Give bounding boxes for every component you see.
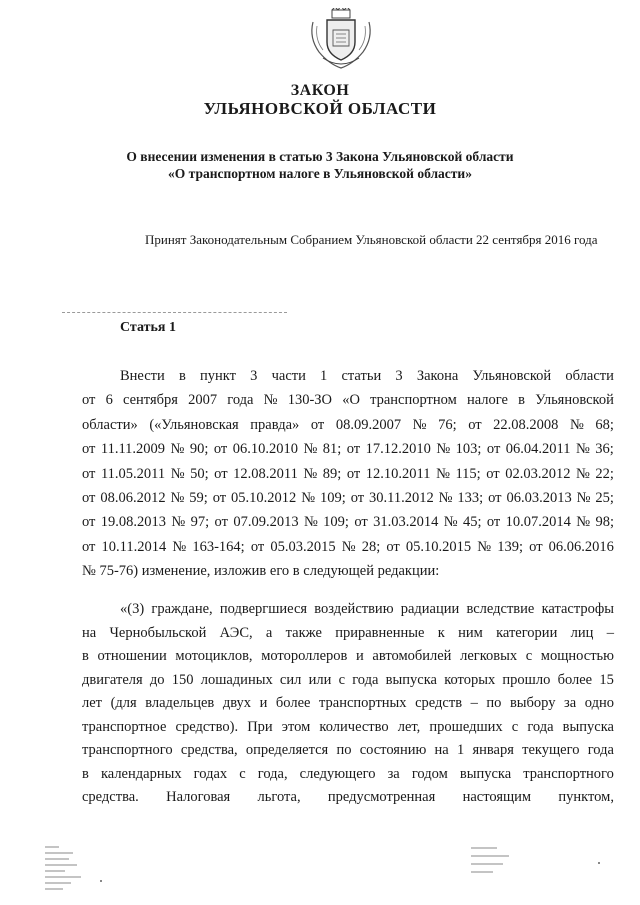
- text-line: [82, 763, 614, 787]
- word: 163-164;: [192, 538, 245, 555]
- word: лет: [82, 695, 103, 711]
- word: от: [214, 514, 228, 531]
- word: предусмотренная: [327, 789, 436, 805]
- word: 17.12.2010: [365, 441, 431, 458]
- word: воздействию: [314, 601, 394, 617]
- word: от: [310, 416, 325, 433]
- word: 07.09.2013: [233, 514, 299, 531]
- registration-stamp-left: [40, 838, 100, 897]
- word: сентября: [123, 392, 178, 409]
- word: 02.03.2012: [505, 465, 571, 482]
- word: статьи: [341, 368, 382, 384]
- word: № 75-76) изменение, изложив его в следующей редакции:: [82, 563, 440, 580]
- word: 115;: [455, 465, 481, 482]
- word: двигателя: [82, 671, 143, 688]
- text-line: [82, 535, 614, 559]
- word: года: [352, 671, 379, 688]
- word: средства,: [180, 742, 238, 758]
- law-title-line2: УЛЬЯНОВСКОЙ ОБЛАСТИ: [203, 99, 437, 118]
- word: лошадиных: [200, 671, 273, 688]
- word: №: [303, 441, 318, 458]
- word: 06.06.2016: [548, 538, 614, 555]
- word: №: [170, 489, 185, 506]
- word: выпуска: [459, 765, 512, 782]
- word: катастрофы: [541, 601, 614, 617]
- word: 109;: [323, 514, 349, 531]
- text-line: [82, 413, 614, 437]
- word: 25;: [595, 489, 614, 506]
- text-line: [82, 739, 614, 763]
- word: мотоциклов,: [175, 648, 253, 664]
- word: также: [285, 624, 322, 641]
- word: 90;: [189, 441, 209, 458]
- word: №: [576, 465, 590, 482]
- word: 3: [395, 368, 403, 384]
- word: №: [443, 514, 458, 531]
- word: Ульяновской: [472, 368, 552, 384]
- word: от: [350, 489, 365, 506]
- word: с: [338, 671, 345, 688]
- word: 05.10.2015: [405, 538, 472, 555]
- text-line: [82, 559, 614, 583]
- word: от: [529, 538, 543, 555]
- word: владельцев: [145, 695, 215, 711]
- law-title-line1: ЗАКОН: [290, 82, 350, 99]
- word: мощностью: [540, 648, 614, 664]
- word: сил: [279, 671, 302, 688]
- word: от: [214, 465, 228, 482]
- word: в: [178, 368, 186, 384]
- word: транспортных: [319, 695, 407, 711]
- word: с: [239, 765, 246, 782]
- word: №: [303, 514, 318, 531]
- word: от: [82, 538, 96, 555]
- word: транспортном: [370, 392, 457, 409]
- registration-stamp-right: [466, 838, 516, 883]
- word: легковых: [460, 648, 518, 664]
- word: 15: [599, 671, 614, 688]
- word: 19.08.2013: [100, 514, 167, 531]
- word: от: [486, 465, 500, 482]
- word: от: [82, 441, 96, 458]
- word: АЭС,: [219, 624, 253, 641]
- word: количество: [319, 718, 389, 735]
- word: 08.06.2012: [100, 489, 166, 506]
- word: выпуска: [385, 671, 437, 688]
- word: 11.11.2009: [100, 441, 166, 458]
- word: от: [82, 465, 96, 482]
- word: более: [275, 695, 311, 711]
- word: года: [227, 392, 254, 409]
- word: вследствие: [466, 601, 535, 617]
- word: 50;: [190, 465, 209, 482]
- word: от: [250, 538, 265, 555]
- word: 45;: [462, 514, 482, 531]
- word: 2007: [188, 392, 218, 409]
- word: выбору: [509, 695, 556, 711]
- scan-artifact-line: [62, 312, 287, 313]
- word: –: [606, 624, 614, 641]
- word: годах: [193, 765, 228, 782]
- word: или: [308, 671, 332, 688]
- word: текущего: [522, 742, 580, 758]
- word: 10.11.2014: [101, 538, 167, 555]
- word: части: [271, 368, 306, 384]
- word: одно: [584, 695, 614, 711]
- word: льгота,: [257, 789, 301, 805]
- word: 130-ЗО: [287, 392, 333, 409]
- word: 97;: [190, 514, 210, 531]
- word: с: [511, 718, 519, 735]
- word: в: [82, 765, 89, 782]
- coat-of-arms-icon: [305, 8, 377, 72]
- word: года: [527, 718, 554, 735]
- word: Внести: [120, 368, 165, 384]
- word: 28;: [361, 538, 381, 555]
- word: области: [565, 368, 614, 384]
- word: на: [434, 742, 449, 758]
- word: №: [170, 465, 185, 482]
- text-line: [82, 388, 614, 412]
- word: до: [149, 671, 165, 688]
- word: –: [470, 695, 478, 711]
- word: 6: [105, 392, 113, 409]
- word: средств: [415, 695, 463, 711]
- word: налоге: [466, 392, 508, 409]
- word: №: [170, 441, 185, 458]
- word: средства.: [82, 789, 139, 805]
- text-line: [82, 716, 614, 740]
- word: от: [82, 392, 96, 409]
- text-line: [82, 462, 614, 486]
- word: от: [346, 465, 361, 482]
- word: более: [557, 671, 593, 688]
- word: 22.08.2008: [493, 416, 559, 433]
- text-line: [82, 786, 614, 810]
- word: от: [346, 441, 361, 458]
- word: 08.09.2007: [335, 416, 402, 433]
- word: 103;: [455, 441, 482, 458]
- word: настоящим: [462, 789, 532, 805]
- article-heading: Статья 1: [120, 320, 176, 335]
- word: При: [247, 718, 273, 735]
- word: 06.10.2010: [232, 441, 298, 458]
- word: двух: [222, 695, 252, 711]
- word: транспортное: [82, 718, 167, 735]
- word: 68;: [595, 416, 614, 433]
- word: лет,: [397, 718, 421, 735]
- word: от: [468, 416, 482, 433]
- word: 12.10.2011: [365, 465, 431, 482]
- word: Закона: [416, 368, 459, 384]
- word: от: [213, 441, 228, 458]
- word: 36;: [595, 441, 614, 458]
- word: отношении: [97, 648, 167, 664]
- word: по: [486, 695, 502, 711]
- text-line: [82, 510, 614, 534]
- word: состоянию: [359, 742, 427, 758]
- word: «(3): [120, 601, 145, 617]
- word: 06.04.2011: [505, 441, 571, 458]
- word: в: [518, 392, 526, 409]
- word: за: [564, 695, 577, 711]
- scan-dot: [598, 862, 600, 864]
- word: лиц: [570, 624, 594, 641]
- word: №: [341, 538, 356, 555]
- subject-line2: «О транспортном налоге в Ульяновской области»: [168, 166, 472, 181]
- word: Чернобыльской: [109, 624, 207, 641]
- word: 05.10.2012: [231, 489, 297, 506]
- word: за: [387, 765, 400, 782]
- word: категории: [496, 624, 558, 641]
- word: пунктом,: [558, 789, 614, 805]
- word: 109;: [319, 489, 346, 506]
- word: №: [412, 416, 427, 433]
- word: 1: [456, 742, 465, 758]
- article-paragraph-2: [82, 598, 614, 810]
- word: области»: [82, 416, 138, 433]
- text-line: [82, 364, 614, 388]
- word: выпуска: [562, 718, 614, 735]
- word: 06.03.2013: [506, 489, 572, 506]
- word: №: [172, 538, 187, 555]
- word: и: [259, 695, 268, 711]
- word: №: [576, 514, 591, 531]
- word: года,: [257, 765, 288, 782]
- word: а: [265, 624, 273, 641]
- word: 1: [320, 368, 328, 384]
- word: подвергшиеся: [219, 601, 308, 617]
- word: календарных: [100, 765, 182, 782]
- word: этом: [281, 718, 311, 735]
- word: («Ульяновская: [149, 416, 239, 433]
- word: года: [587, 742, 614, 758]
- word: (для: [110, 695, 137, 711]
- word: средство).: [175, 718, 239, 735]
- article-paragraph-1: [82, 364, 614, 584]
- text-line: [82, 692, 614, 716]
- word: следующего: [299, 765, 376, 782]
- word: приравненные: [335, 624, 425, 641]
- word: 89;: [322, 465, 342, 482]
- word: от: [488, 489, 502, 506]
- text-line: [82, 645, 614, 669]
- word: транспортного: [523, 765, 614, 782]
- word: к: [437, 624, 445, 641]
- word: 11.05.2011: [100, 465, 166, 482]
- word: №: [303, 465, 318, 482]
- word: 76;: [438, 416, 457, 433]
- text-line: [82, 598, 614, 622]
- word: Налоговая: [166, 789, 231, 805]
- scan-dot: [100, 880, 102, 882]
- word: которых: [444, 671, 496, 688]
- word: №: [576, 489, 591, 506]
- text-line: [82, 669, 614, 693]
- text-line: [82, 437, 614, 461]
- word: транспортного: [82, 742, 173, 758]
- subject-line1: О внесении изменения в статью 3 Закона Ульяновской области: [126, 149, 514, 164]
- text-line: [82, 622, 614, 646]
- word: от: [386, 538, 400, 555]
- word: мотороллеров: [261, 648, 348, 664]
- word: определяется: [245, 742, 329, 758]
- word: №: [263, 392, 278, 409]
- word: в: [82, 648, 89, 664]
- word: 30.11.2012: [369, 489, 434, 506]
- word: от: [354, 514, 368, 531]
- word: от: [82, 489, 96, 506]
- word: по: [336, 742, 352, 758]
- word: 12.08.2011: [233, 465, 298, 482]
- word: и: [356, 648, 364, 664]
- word: ним: [458, 624, 483, 641]
- word: с: [525, 648, 533, 664]
- word: от: [82, 514, 96, 531]
- word: пункт: [200, 368, 236, 384]
- word: 139;: [497, 538, 524, 555]
- word: на: [82, 624, 97, 641]
- word: 10.07.2014: [505, 514, 571, 531]
- word: 59;: [189, 489, 208, 506]
- word: №: [575, 441, 590, 458]
- word: №: [436, 441, 451, 458]
- word: от: [486, 514, 501, 531]
- word: 3: [250, 368, 258, 384]
- word: №: [477, 538, 492, 555]
- word: 81;: [322, 441, 342, 458]
- text-line: [82, 486, 614, 510]
- word: №: [171, 514, 186, 531]
- word: прошедших: [429, 718, 503, 735]
- word: №: [436, 465, 450, 482]
- word: 133;: [457, 489, 484, 506]
- word: годом: [411, 765, 448, 782]
- word: 31.03.2014: [373, 514, 439, 531]
- word: автомобилей: [372, 648, 452, 664]
- word: граждане,: [151, 601, 213, 617]
- word: «О: [342, 392, 360, 409]
- word: №: [301, 489, 316, 506]
- word: радиации: [400, 601, 460, 617]
- word: от: [212, 489, 227, 506]
- word: №: [570, 416, 584, 433]
- word: Ульяновской: [535, 392, 614, 409]
- word: 150: [171, 671, 194, 688]
- word: января: [472, 742, 514, 758]
- word: 22;: [595, 465, 614, 482]
- adoption-note: Принят Законодательным Собранием Ульяновской области 22 сентября 2016 года: [145, 232, 598, 247]
- word: от: [486, 441, 501, 458]
- word: 98;: [595, 514, 614, 531]
- word: прошло: [502, 671, 551, 688]
- word: правда»: [250, 416, 300, 433]
- word: 05.03.2015: [270, 538, 336, 555]
- word: №: [438, 489, 453, 506]
